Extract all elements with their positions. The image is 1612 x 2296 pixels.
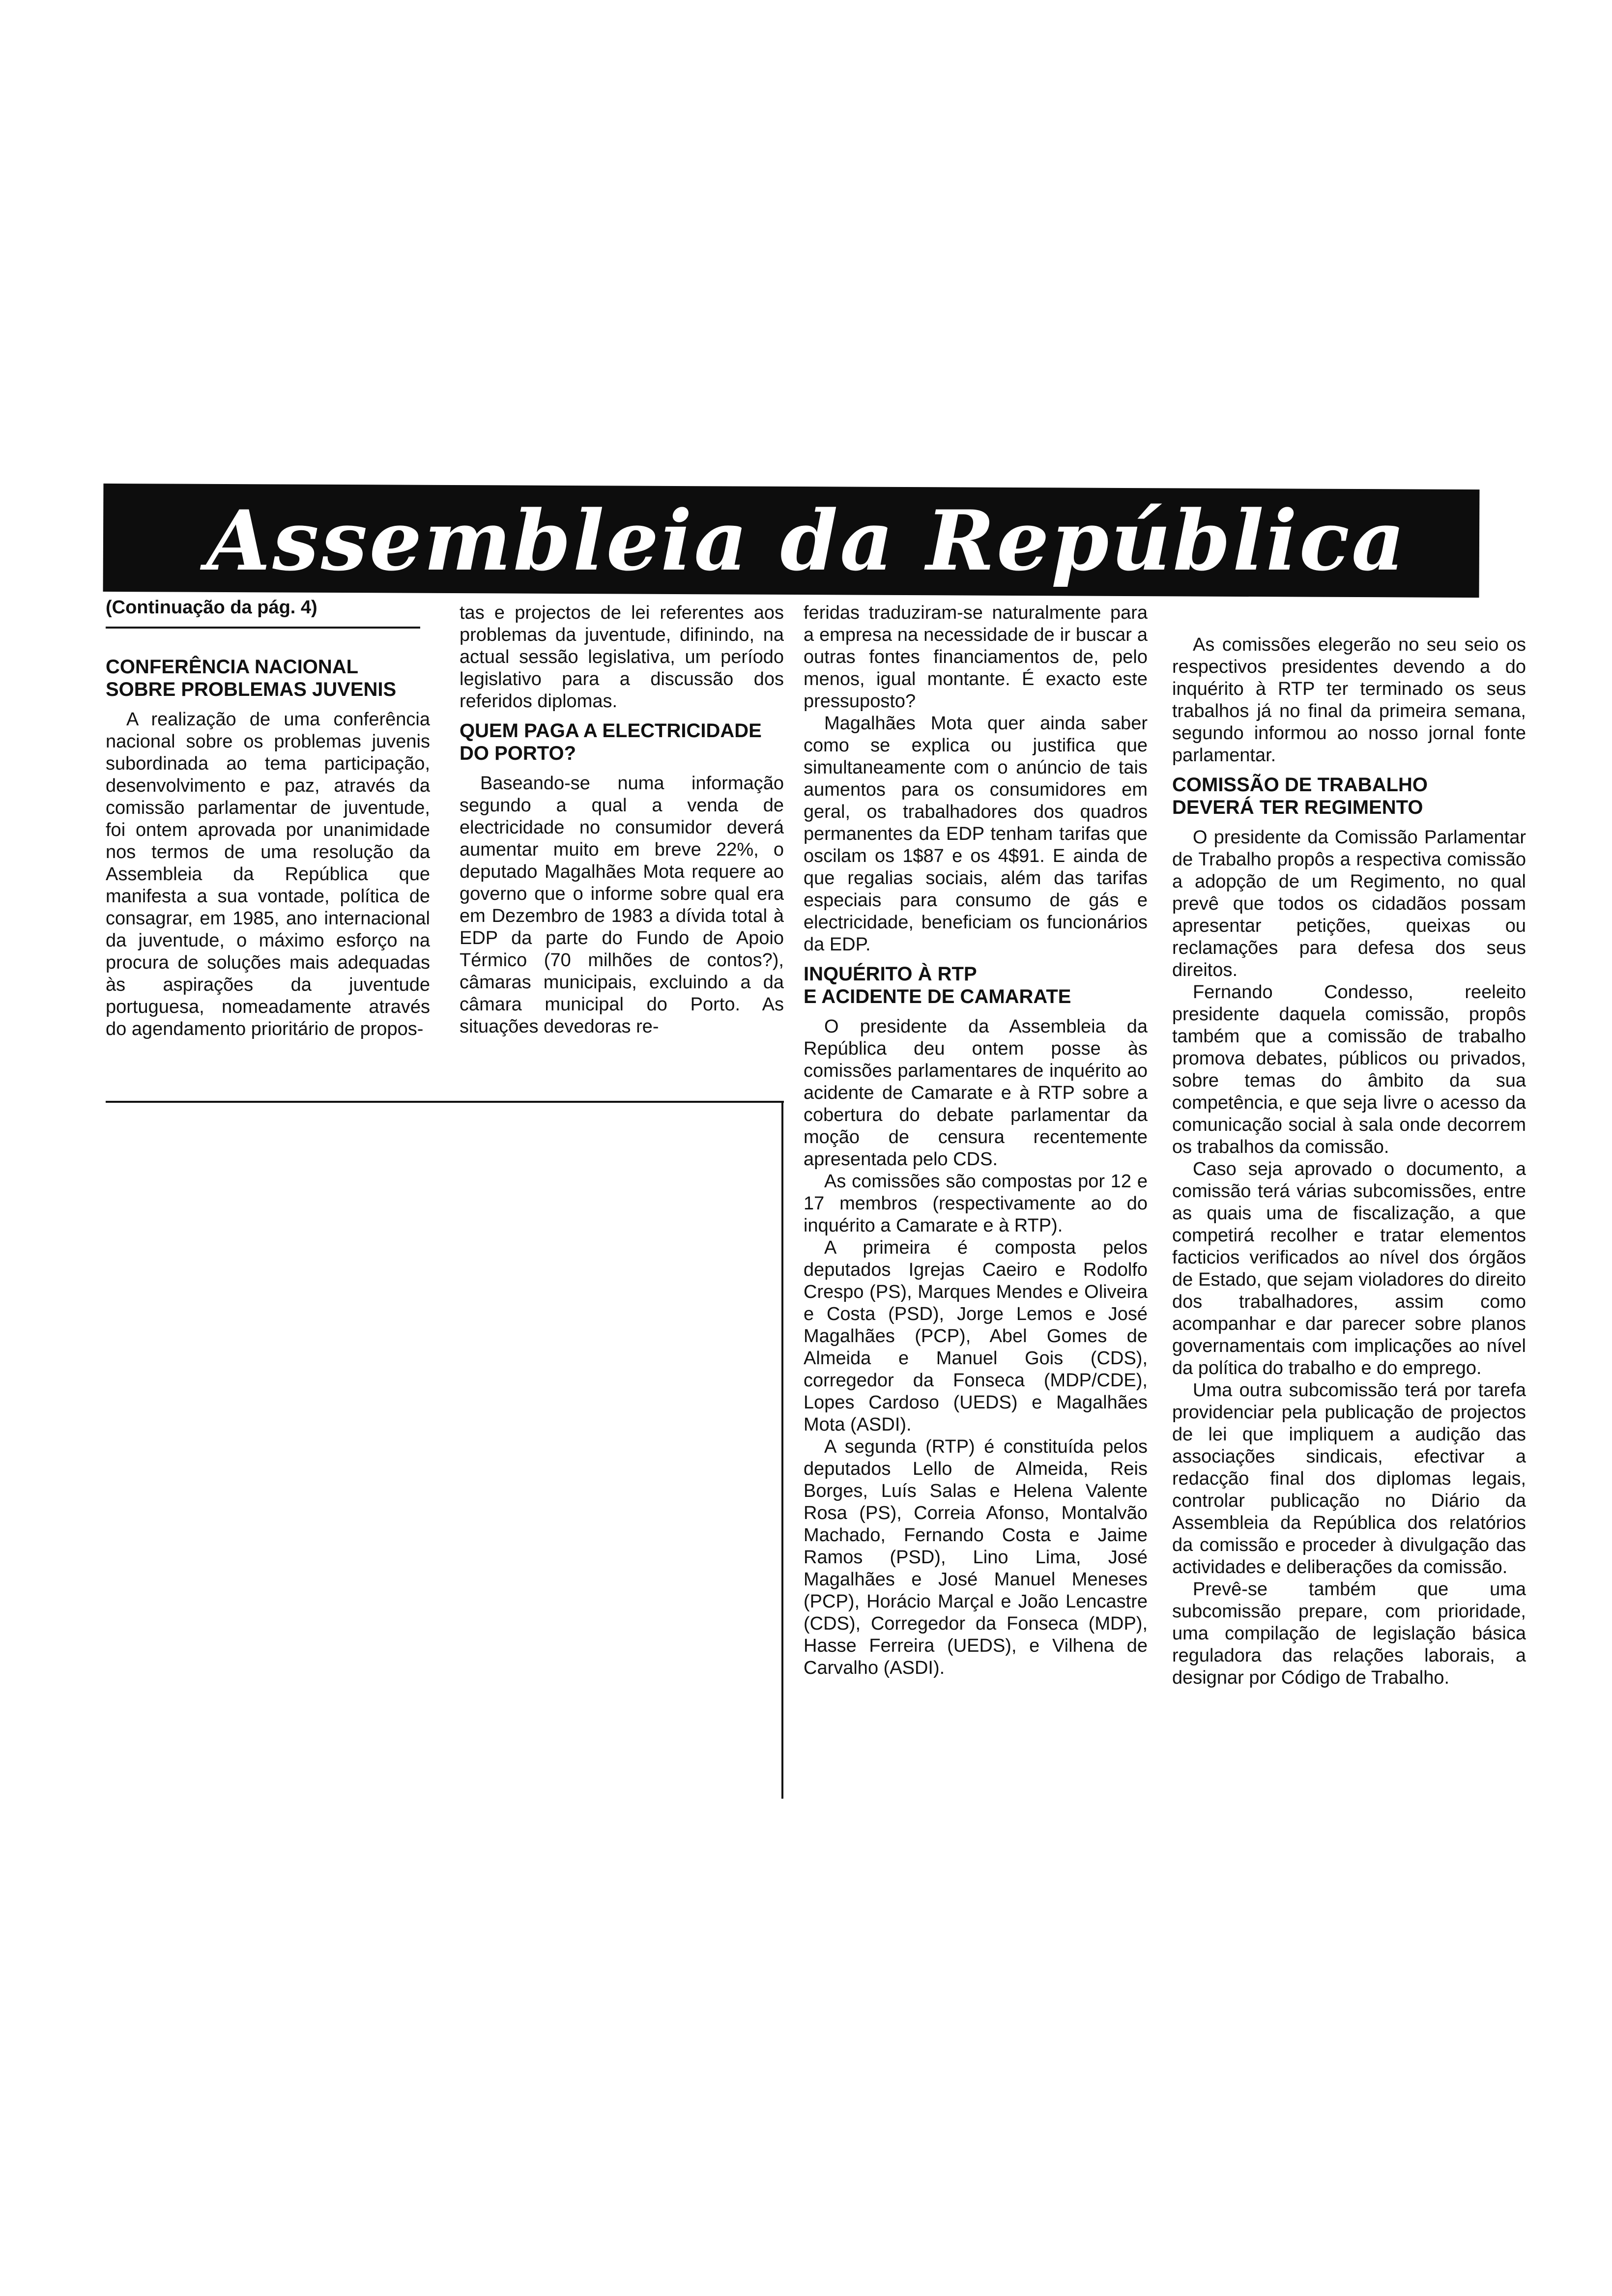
divider-rule: [106, 627, 420, 629]
headline-comissao-trabalho: COMISSÃO DE TRABALHO DEVERÁ TER REGIMENTO: [1172, 774, 1428, 818]
masthead-title: Assembleia da República: [206, 492, 1407, 589]
article-paragraph: A primeira é composta pelos deputados Igrejas Caeiro e Rodolfo Crespo (PS), Marques Mendes e Oliveira e Costa (PSD), Jorge Lemos e José Magalhães (PCP), Abel Gomes de Almeida e Manuel Gois (CDS), corregedor da Fonseca (MDP/CDE), Lopes Cardoso (UEDS) e Magalhães Mota (ASDI).: [804, 1237, 1148, 1435]
article-paragraph: Magalhães Mota quer ainda saber como se explica ou justifica que simultaneamente com o anúncio de tais aumentos para os consumidores em geral, os trabalhadores dos quadros permanentes da EDP tenham tarifas que oscilam os 1$87 e os 4$91. E ainda de que regalias sociais, além das tarifas especiais para consumo de gás e electricidade, beneficiam os funcionários da EDP.: [804, 713, 1148, 955]
continuation-note: (Continuação da pág. 4): [106, 597, 317, 618]
column-2: [460, 602, 784, 1038]
article-paragraph: As comissões são compostas por 12 e 17 membros (respectivamente ao do inquérito a Camarate e à RTP).: [804, 1171, 1148, 1236]
divider-rule: [106, 1101, 784, 1103]
headline-electricidade: QUEM PAGA A ELECTRICIDADE DO PORTO?: [460, 720, 762, 764]
article-paragraph: Prevê-se também que uma subcomissão prepare, com prioridade, uma compilação de legislação básica reguladora das relações laborais, a designar por Código de Trabalho.: [1172, 1579, 1526, 1688]
column-4: [1172, 634, 1526, 1689]
article-paragraph: feridas traduziram-se naturalmente para a empresa na necessidade de ir buscar a outras fontes financiamentos de, pelo menos, igual montante. É exacto este pressuposto?: [804, 603, 1148, 712]
headline-inquerito: INQUÉRITO À RTP E ACIDENTE DE CAMARATE: [804, 963, 1071, 1007]
column-1: [106, 649, 430, 1040]
article-paragraph: As comissões elegerão no seu seio os respectivos presidentes devendo a do inquérito à RTP ter terminado os seus trabalhos já no final da primeira semana, segundo informou ao nosso jornal fonte parlamentar.: [1172, 634, 1526, 766]
article-paragraph: Fernando Condesso, reeleito presidente daquela comissão, propôs também que a comissão de trabalho promova debates, públicos ou privados, sobre temas do âmbito da sua competência, e que seja livre o acesso da comunicação social à sala onde decorrem os trabalhos da comissão.: [1172, 982, 1526, 1157]
article-paragraph: O presidente da Comissão Parlamentar de Trabalho propôs a respectiva comissão a adopção de um Regimento, no qual prevê que todos os cidadãos possam apresentar petições, queixas ou reclamações para defesa dos seus direitos.: [1172, 827, 1526, 980]
article-paragraph: Caso seja aprovado o documento, a comissão terá várias subcomissões, entre as quais uma de fiscalização, a que competirá recolher e tratar elementos facticios verificados ao nível dos órgãos de Estado, que sejam violadores do direito dos trabalhadores, assim como acompanhar e dar parecer sobre planos governamentais com implicações ao nível da política do trabalho e do emprego.: [1172, 1159, 1526, 1378]
article-paragraph: Uma outra subcomissão terá por tarefa providenciar pela publicação de projectos de lei que impliquem a audição das associações sindicais, efectivar a redacção final dos diplomas legais, controlar publicação no Diário da Assembleia da República dos relatórios da comissão e proceder à divulgação das actividades e deliberações da comissão.: [1172, 1380, 1526, 1578]
article-paragraph: O presidente da Assembleia da República deu ontem posse às comissões parlamentares de inquérito ao acidente de Camarate e à RTP sobre a cobertura do debate parlamentar da moção de censura recentemente apresentada pelo CDS.: [804, 1016, 1148, 1170]
article-paragraph: A segunda (RTP) é constituída pelos deputados Lello de Almeida, Reis Borges, Luís Salas e Helena Valente Rosa (PS), Correia Afonso, Montalvão Machado, Fernando Costa e Jaime Ramos (PSD), Lino Lima, José Magalhães e José Manuel Meneses (PCP), Horácio Marçal e João Lencastre (CDS), Corregedor da Fonseca (MDP), Hasse Ferreira (UEDS), e Vilhena de Carvalho (ASDI).: [804, 1436, 1148, 1678]
article-paragraph: Baseando-se numa informação segundo a qual a venda de electricidade no consumidor deverá aumentar muito em breve 22%, o deputado Magalhães Mota requere ao governo que o informe sobre qual era em Dezembro de 1983 a dívida total à EDP da parte do Fundo de Apoio Térmico (70 milhões de contos?), câmaras municipais, excluindo a da câmara municipal do Porto. As situações devedoras re-: [460, 773, 784, 1037]
article-paragraph: A realização de uma conferência nacional sobre os problemas juvenis subordinada ao tema participação, desenvolvimento e paz, através da comissão parlamentar de juventude, foi ontem aprovada por unanimidade nos termos de uma resolução da Assembleia da República que manifesta a sua vontade, política de consagrar, em 1985, ano internacional da juventude, o máximo esforço na procura de soluções mais adequadas às aspirações da juventude portuguesa, nomeadamente através do agendamento prioritário de propos-: [106, 709, 430, 1039]
headline-conferencia: CONFERÊNCIA NACIONAL SOBRE PROBLEMAS JUVENIS: [106, 656, 397, 700]
article-paragraph: tas e projectos de lei referentes aos problemas da juventude, difinindo, na actual sessão legislativa, um período legislativo para a discussão dos referidos diplomas.: [460, 603, 784, 712]
divider-rule: [781, 1101, 783, 1799]
column-3: [804, 602, 1148, 1679]
